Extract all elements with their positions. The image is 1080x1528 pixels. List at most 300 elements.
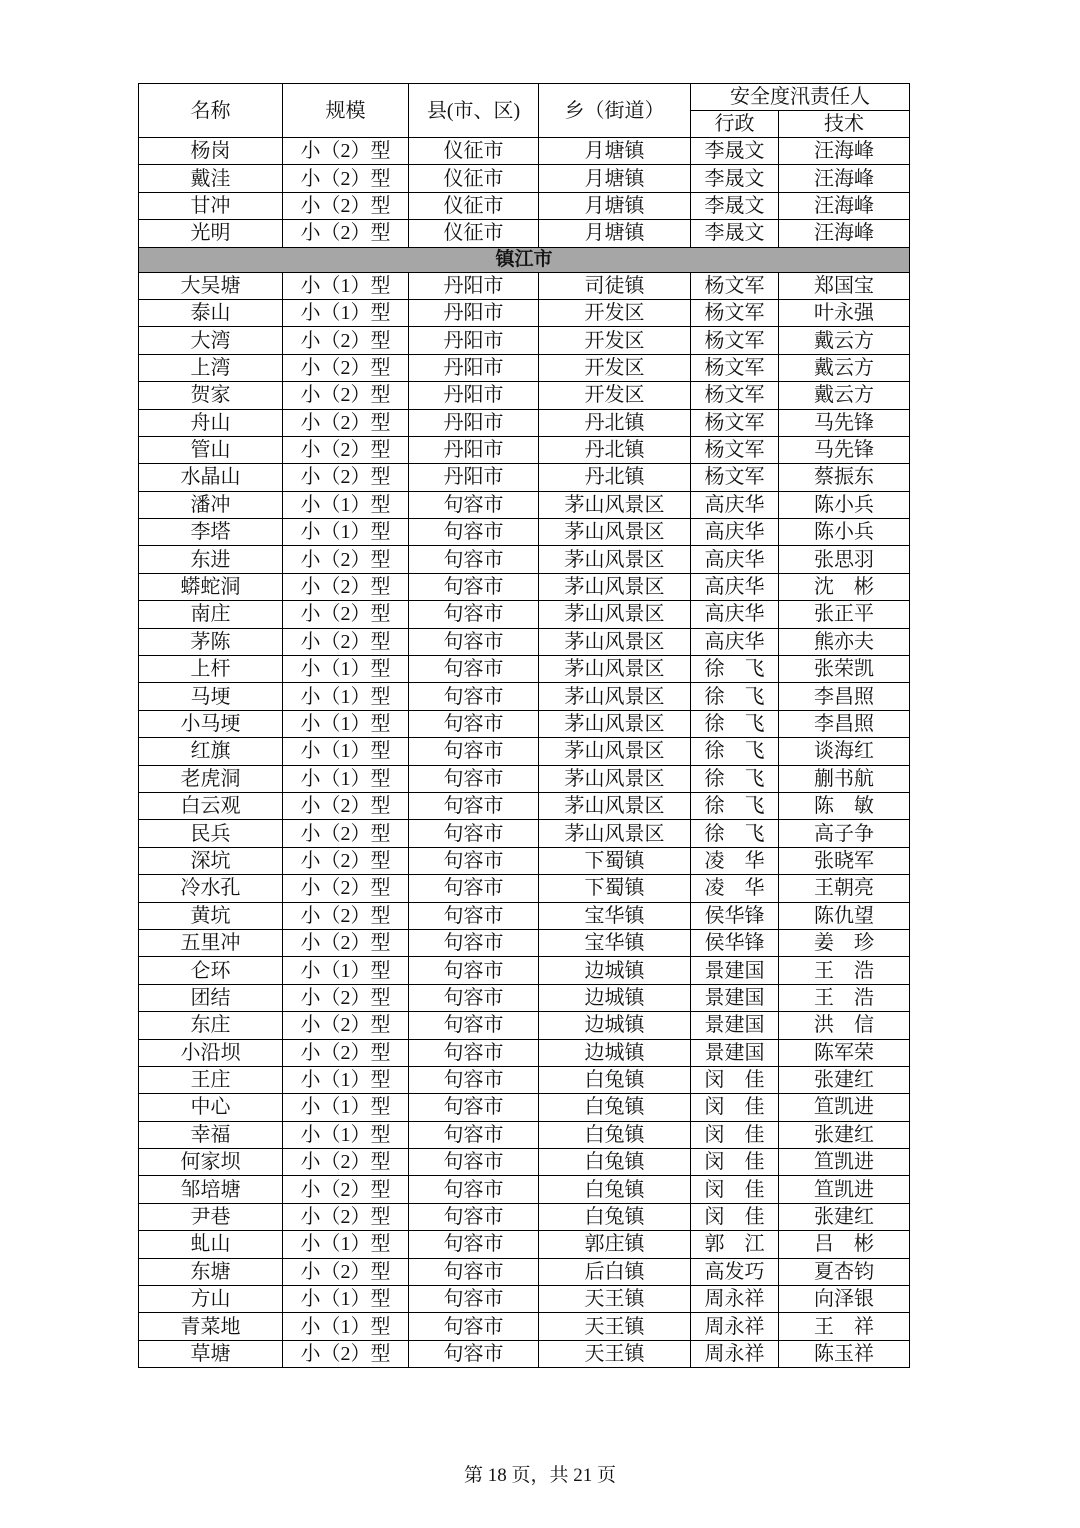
table-row bbox=[139, 628, 910, 655]
table-row bbox=[139, 1039, 910, 1066]
cell-scale: 小（2）型 bbox=[283, 601, 409, 628]
cell-county: 句容市 bbox=[409, 738, 539, 765]
cell-scale: 小（1）型 bbox=[283, 491, 409, 518]
cell-township: 白兔镇 bbox=[539, 1066, 691, 1093]
cell-tech: 陈小兵 bbox=[779, 491, 910, 518]
cell-township: 郭庄镇 bbox=[539, 1231, 691, 1258]
cell-tech: 王 祥 bbox=[779, 1313, 910, 1340]
cell-township: 茅山风景区 bbox=[539, 710, 691, 737]
cell-admin: 杨文军 bbox=[691, 409, 779, 436]
cell-name: 茅陈 bbox=[139, 628, 283, 655]
cell-scale: 小（2）型 bbox=[283, 628, 409, 655]
cell-tech: 汪海峰 bbox=[779, 165, 910, 192]
table-row bbox=[139, 984, 910, 1011]
cell-county: 句容市 bbox=[409, 1039, 539, 1066]
cell-county: 丹阳市 bbox=[409, 409, 539, 436]
cell-township: 茅山风景区 bbox=[539, 765, 691, 792]
cell-name: 泰山 bbox=[139, 299, 283, 326]
cell-tech: 王朝亮 bbox=[779, 875, 910, 902]
cell-township: 边城镇 bbox=[539, 984, 691, 1011]
table-row bbox=[139, 1066, 910, 1093]
cell-tech: 张荣凯 bbox=[779, 656, 910, 683]
cell-township: 茅山风景区 bbox=[539, 738, 691, 765]
cell-name: 中心 bbox=[139, 1094, 283, 1121]
reservoir-responsibility-table bbox=[138, 83, 910, 1368]
cell-admin: 杨文军 bbox=[691, 299, 779, 326]
cell-tech: 张建红 bbox=[779, 1121, 910, 1148]
cell-scale: 小（1）型 bbox=[283, 1313, 409, 1340]
cell-tech: 陈仇望 bbox=[779, 902, 910, 929]
cell-scale: 小（2）型 bbox=[283, 1012, 409, 1039]
table-row bbox=[139, 220, 910, 247]
cell-county: 句容市 bbox=[409, 1258, 539, 1285]
cell-scale: 小（2）型 bbox=[283, 573, 409, 600]
cell-scale: 小（1）型 bbox=[283, 738, 409, 765]
cell-township: 边城镇 bbox=[539, 957, 691, 984]
cell-township: 茅山风景区 bbox=[539, 573, 691, 600]
cell-name: 仑环 bbox=[139, 957, 283, 984]
cell-township: 月塘镇 bbox=[539, 220, 691, 247]
table-row bbox=[139, 847, 910, 874]
cell-township: 白兔镇 bbox=[539, 1094, 691, 1121]
header-responsible-group: 安全度汛责任人 bbox=[691, 84, 910, 111]
cell-scale: 小（2）型 bbox=[283, 792, 409, 819]
header-tech: 技术 bbox=[779, 111, 910, 138]
cell-name: 大吴塘 bbox=[139, 272, 283, 299]
cell-tech: 李昌照 bbox=[779, 710, 910, 737]
section-band-zhenjiang: 镇江市 bbox=[139, 247, 910, 272]
cell-township: 天王镇 bbox=[539, 1286, 691, 1313]
cell-county: 丹阳市 bbox=[409, 354, 539, 381]
cell-scale: 小（2）型 bbox=[283, 1176, 409, 1203]
header-admin: 行政 bbox=[691, 111, 779, 138]
cell-admin: 凌 华 bbox=[691, 847, 779, 874]
cell-name: 草塘 bbox=[139, 1340, 283, 1367]
table-row bbox=[139, 957, 910, 984]
cell-name: 蟒蛇洞 bbox=[139, 573, 283, 600]
cell-scale: 小（1）型 bbox=[283, 519, 409, 546]
cell-scale: 小（1）型 bbox=[283, 1094, 409, 1121]
cell-scale: 小（1）型 bbox=[283, 1121, 409, 1148]
cell-tech: 戴云方 bbox=[779, 354, 910, 381]
cell-scale: 小（2）型 bbox=[283, 1203, 409, 1230]
cell-name: 潘冲 bbox=[139, 491, 283, 518]
cell-township: 茅山风景区 bbox=[539, 519, 691, 546]
top-section-rows bbox=[139, 138, 910, 248]
cell-township: 白兔镇 bbox=[539, 1149, 691, 1176]
cell-admin: 郭 江 bbox=[691, 1231, 779, 1258]
cell-county: 句容市 bbox=[409, 573, 539, 600]
cell-township: 茅山风景区 bbox=[539, 820, 691, 847]
cell-name: 光明 bbox=[139, 220, 283, 247]
table-row bbox=[139, 327, 910, 354]
cell-tech: 沈 彬 bbox=[779, 573, 910, 600]
cell-name: 虬山 bbox=[139, 1231, 283, 1258]
cell-county: 句容市 bbox=[409, 1176, 539, 1203]
cell-township: 天王镇 bbox=[539, 1313, 691, 1340]
cell-scale: 小（2）型 bbox=[283, 327, 409, 354]
cell-scale: 小（2）型 bbox=[283, 1149, 409, 1176]
cell-township: 月塘镇 bbox=[539, 138, 691, 165]
cell-county: 仪征市 bbox=[409, 138, 539, 165]
cell-scale: 小（2）型 bbox=[283, 382, 409, 409]
cell-admin: 闵 佳 bbox=[691, 1149, 779, 1176]
cell-tech: 陈玉祥 bbox=[779, 1340, 910, 1367]
cell-admin: 高庆华 bbox=[691, 601, 779, 628]
cell-scale: 小（1）型 bbox=[283, 683, 409, 710]
cell-township: 月塘镇 bbox=[539, 192, 691, 219]
cell-county: 仪征市 bbox=[409, 165, 539, 192]
cell-scale: 小（2）型 bbox=[283, 929, 409, 956]
cell-admin: 徐 飞 bbox=[691, 710, 779, 737]
cell-admin: 李晟文 bbox=[691, 165, 779, 192]
cell-name: 王庄 bbox=[139, 1066, 283, 1093]
cell-township: 边城镇 bbox=[539, 1039, 691, 1066]
cell-county: 句容市 bbox=[409, 902, 539, 929]
cell-scale: 小（1）型 bbox=[283, 1231, 409, 1258]
cell-name: 五里冲 bbox=[139, 929, 283, 956]
cell-scale: 小（2）型 bbox=[283, 192, 409, 219]
cell-tech: 笪凯进 bbox=[779, 1176, 910, 1203]
cell-tech: 谈海红 bbox=[779, 738, 910, 765]
cell-tech: 张正平 bbox=[779, 601, 910, 628]
cell-admin: 凌 华 bbox=[691, 875, 779, 902]
cell-admin: 徐 飞 bbox=[691, 792, 779, 819]
page-footer: 第 18 页，共 21 页 bbox=[463, 1465, 616, 1486]
cell-name: 水晶山 bbox=[139, 464, 283, 491]
cell-admin: 周永祥 bbox=[691, 1286, 779, 1313]
table-row bbox=[139, 601, 910, 628]
table-row bbox=[139, 519, 910, 546]
cell-tech: 笪凯进 bbox=[779, 1094, 910, 1121]
cell-name: 上湾 bbox=[139, 354, 283, 381]
cell-township: 丹北镇 bbox=[539, 464, 691, 491]
cell-admin: 侯华锋 bbox=[691, 902, 779, 929]
cell-county: 句容市 bbox=[409, 656, 539, 683]
header-county: 县(市、区) bbox=[409, 84, 539, 138]
cell-tech: 郑国宝 bbox=[779, 272, 910, 299]
cell-county: 丹阳市 bbox=[409, 327, 539, 354]
cell-county: 句容市 bbox=[409, 519, 539, 546]
cell-county: 句容市 bbox=[409, 710, 539, 737]
cell-tech: 李昌照 bbox=[779, 683, 910, 710]
cell-tech: 戴云方 bbox=[779, 382, 910, 409]
cell-name: 甘冲 bbox=[139, 192, 283, 219]
cell-admin: 徐 飞 bbox=[691, 820, 779, 847]
cell-county: 丹阳市 bbox=[409, 464, 539, 491]
cell-county: 句容市 bbox=[409, 847, 539, 874]
cell-scale: 小（1）型 bbox=[283, 299, 409, 326]
table-row bbox=[139, 464, 910, 491]
cell-name: 小马埂 bbox=[139, 710, 283, 737]
cell-tech: 蔡振东 bbox=[779, 464, 910, 491]
cell-admin: 杨文军 bbox=[691, 382, 779, 409]
cell-name: 大湾 bbox=[139, 327, 283, 354]
table-row bbox=[139, 1286, 910, 1313]
cell-tech: 戴云方 bbox=[779, 327, 910, 354]
cell-name: 方山 bbox=[139, 1286, 283, 1313]
cell-county: 句容市 bbox=[409, 546, 539, 573]
cell-name: 幸福 bbox=[139, 1121, 283, 1148]
cell-admin: 徐 飞 bbox=[691, 656, 779, 683]
table-row bbox=[139, 902, 910, 929]
cell-admin: 景建国 bbox=[691, 957, 779, 984]
cell-township: 下蜀镇 bbox=[539, 847, 691, 874]
cell-county: 句容市 bbox=[409, 628, 539, 655]
cell-tech: 汪海峰 bbox=[779, 192, 910, 219]
cell-admin: 闵 佳 bbox=[691, 1203, 779, 1230]
table-row bbox=[139, 436, 910, 463]
cell-scale: 小（2）型 bbox=[283, 220, 409, 247]
cell-scale: 小（1）型 bbox=[283, 656, 409, 683]
cell-scale: 小（2）型 bbox=[283, 1258, 409, 1285]
cell-township: 下蜀镇 bbox=[539, 875, 691, 902]
cell-scale: 小（2）型 bbox=[283, 409, 409, 436]
cell-township: 月塘镇 bbox=[539, 165, 691, 192]
cell-scale: 小（2）型 bbox=[283, 138, 409, 165]
cell-admin: 徐 飞 bbox=[691, 683, 779, 710]
cell-township: 丹北镇 bbox=[539, 409, 691, 436]
cell-county: 丹阳市 bbox=[409, 299, 539, 326]
table-row bbox=[139, 929, 910, 956]
cell-admin: 闵 佳 bbox=[691, 1176, 779, 1203]
table-row bbox=[139, 1012, 910, 1039]
table-row bbox=[139, 354, 910, 381]
cell-township: 司徒镇 bbox=[539, 272, 691, 299]
cell-name: 老虎洞 bbox=[139, 765, 283, 792]
cell-admin: 高庆华 bbox=[691, 628, 779, 655]
cell-county: 句容市 bbox=[409, 929, 539, 956]
cell-scale: 小（2）型 bbox=[283, 847, 409, 874]
cell-township: 白兔镇 bbox=[539, 1203, 691, 1230]
cell-scale: 小（1）型 bbox=[283, 957, 409, 984]
cell-township: 后白镇 bbox=[539, 1258, 691, 1285]
cell-admin: 景建国 bbox=[691, 1012, 779, 1039]
cell-township: 边城镇 bbox=[539, 1012, 691, 1039]
cell-tech: 王 浩 bbox=[779, 984, 910, 1011]
section-band-row bbox=[139, 247, 910, 272]
cell-township: 白兔镇 bbox=[539, 1121, 691, 1148]
cell-admin: 杨文军 bbox=[691, 327, 779, 354]
cell-admin: 侯华锋 bbox=[691, 929, 779, 956]
cell-scale: 小（1）型 bbox=[283, 272, 409, 299]
cell-name: 戴洼 bbox=[139, 165, 283, 192]
cell-county: 句容市 bbox=[409, 765, 539, 792]
cell-county: 句容市 bbox=[409, 1094, 539, 1121]
cell-admin: 徐 飞 bbox=[691, 738, 779, 765]
cell-county: 句容市 bbox=[409, 984, 539, 1011]
cell-tech: 陈军荣 bbox=[779, 1039, 910, 1066]
cell-township: 茅山风景区 bbox=[539, 601, 691, 628]
header-name: 名称 bbox=[139, 84, 283, 138]
table-row bbox=[139, 491, 910, 518]
cell-admin: 闵 佳 bbox=[691, 1066, 779, 1093]
cell-name: 东塘 bbox=[139, 1258, 283, 1285]
cell-admin: 高庆华 bbox=[691, 573, 779, 600]
cell-county: 句容市 bbox=[409, 1066, 539, 1093]
table-row bbox=[139, 792, 910, 819]
table-row bbox=[139, 765, 910, 792]
cell-tech: 洪 信 bbox=[779, 1012, 910, 1039]
table-row bbox=[139, 710, 910, 737]
cell-scale: 小（2）型 bbox=[283, 464, 409, 491]
cell-scale: 小（2）型 bbox=[283, 436, 409, 463]
cell-tech: 姜 珍 bbox=[779, 929, 910, 956]
cell-name: 青菜地 bbox=[139, 1313, 283, 1340]
cell-township: 茅山风景区 bbox=[539, 491, 691, 518]
cell-county: 仪征市 bbox=[409, 220, 539, 247]
cell-county: 句容市 bbox=[409, 491, 539, 518]
cell-scale: 小（2）型 bbox=[283, 354, 409, 381]
cell-scale: 小（2）型 bbox=[283, 1039, 409, 1066]
cell-admin: 李晟文 bbox=[691, 220, 779, 247]
cell-county: 丹阳市 bbox=[409, 272, 539, 299]
cell-admin: 周永祥 bbox=[691, 1340, 779, 1367]
table-row bbox=[139, 656, 910, 683]
cell-county: 仪征市 bbox=[409, 192, 539, 219]
cell-admin: 杨文军 bbox=[691, 436, 779, 463]
cell-tech: 汪海峰 bbox=[779, 220, 910, 247]
cell-tech: 笪凯进 bbox=[779, 1149, 910, 1176]
cell-tech: 叶永强 bbox=[779, 299, 910, 326]
cell-township: 茅山风景区 bbox=[539, 546, 691, 573]
cell-township: 丹北镇 bbox=[539, 436, 691, 463]
cell-tech: 向泽银 bbox=[779, 1286, 910, 1313]
cell-name: 杨岗 bbox=[139, 138, 283, 165]
cell-township: 茅山风景区 bbox=[539, 792, 691, 819]
cell-name: 民兵 bbox=[139, 820, 283, 847]
cell-township: 天王镇 bbox=[539, 1340, 691, 1367]
cell-name: 冷水孔 bbox=[139, 875, 283, 902]
cell-tech: 吕 彬 bbox=[779, 1231, 910, 1258]
cell-name: 黄坑 bbox=[139, 902, 283, 929]
cell-county: 丹阳市 bbox=[409, 436, 539, 463]
table-row bbox=[139, 192, 910, 219]
cell-name: 红旗 bbox=[139, 738, 283, 765]
cell-scale: 小（1）型 bbox=[283, 710, 409, 737]
cell-admin: 周永祥 bbox=[691, 1313, 779, 1340]
table-row bbox=[139, 409, 910, 436]
table-row bbox=[139, 1149, 910, 1176]
cell-scale: 小（2）型 bbox=[283, 984, 409, 1011]
cell-admin: 李晟文 bbox=[691, 192, 779, 219]
cell-county: 句容市 bbox=[409, 820, 539, 847]
cell-admin: 景建国 bbox=[691, 1039, 779, 1066]
cell-name: 李塔 bbox=[139, 519, 283, 546]
cell-admin: 杨文军 bbox=[691, 354, 779, 381]
table-row bbox=[139, 382, 910, 409]
cell-tech: 张晓军 bbox=[779, 847, 910, 874]
table-row bbox=[139, 1231, 910, 1258]
header-township: 乡（街道） bbox=[539, 84, 691, 138]
cell-admin: 高庆华 bbox=[691, 519, 779, 546]
table-row bbox=[139, 573, 910, 600]
cell-scale: 小（1）型 bbox=[283, 1286, 409, 1313]
cell-admin: 高庆华 bbox=[691, 491, 779, 518]
cell-county: 句容市 bbox=[409, 1012, 539, 1039]
table-row bbox=[139, 1313, 910, 1340]
cell-name: 管山 bbox=[139, 436, 283, 463]
table-row bbox=[139, 1176, 910, 1203]
cell-tech: 张建红 bbox=[779, 1203, 910, 1230]
cell-township: 开发区 bbox=[539, 354, 691, 381]
cell-scale: 小（2）型 bbox=[283, 820, 409, 847]
cell-admin: 徐 飞 bbox=[691, 765, 779, 792]
cell-scale: 小（2）型 bbox=[283, 546, 409, 573]
cell-tech: 汪海峰 bbox=[779, 138, 910, 165]
cell-township: 宝华镇 bbox=[539, 929, 691, 956]
cell-admin: 杨文军 bbox=[691, 464, 779, 491]
cell-scale: 小（2）型 bbox=[283, 875, 409, 902]
cell-scale: 小（2）型 bbox=[283, 1340, 409, 1367]
table-row bbox=[139, 299, 910, 326]
cell-tech: 高子争 bbox=[779, 820, 910, 847]
cell-name: 邹培塘 bbox=[139, 1176, 283, 1203]
cell-admin: 李晟文 bbox=[691, 138, 779, 165]
cell-name: 小沿坝 bbox=[139, 1039, 283, 1066]
cell-tech: 陈小兵 bbox=[779, 519, 910, 546]
cell-tech: 蒯书航 bbox=[779, 765, 910, 792]
cell-township: 茅山风景区 bbox=[539, 656, 691, 683]
cell-tech: 马先锋 bbox=[779, 436, 910, 463]
table-row bbox=[139, 1258, 910, 1285]
cell-county: 句容市 bbox=[409, 1121, 539, 1148]
cell-tech: 夏杏钧 bbox=[779, 1258, 910, 1285]
cell-township: 茅山风景区 bbox=[539, 683, 691, 710]
table-row bbox=[139, 1203, 910, 1230]
cell-county: 句容市 bbox=[409, 601, 539, 628]
cell-tech: 熊亦夫 bbox=[779, 628, 910, 655]
table-row bbox=[139, 165, 910, 192]
cell-tech: 张思羽 bbox=[779, 546, 910, 573]
cell-admin: 高发巧 bbox=[691, 1258, 779, 1285]
cell-county: 句容市 bbox=[409, 875, 539, 902]
cell-township: 开发区 bbox=[539, 327, 691, 354]
table-row bbox=[139, 1121, 910, 1148]
table-row bbox=[139, 546, 910, 573]
cell-name: 团结 bbox=[139, 984, 283, 1011]
cell-county: 句容市 bbox=[409, 1313, 539, 1340]
cell-name: 何家坝 bbox=[139, 1149, 283, 1176]
cell-county: 句容市 bbox=[409, 1203, 539, 1230]
cell-township: 开发区 bbox=[539, 382, 691, 409]
cell-county: 句容市 bbox=[409, 683, 539, 710]
table-row bbox=[139, 683, 910, 710]
cell-county: 句容市 bbox=[409, 1286, 539, 1313]
cell-scale: 小（1）型 bbox=[283, 765, 409, 792]
table-row bbox=[139, 272, 910, 299]
table-row bbox=[139, 738, 910, 765]
header-scale: 规模 bbox=[283, 84, 409, 138]
cell-admin: 景建国 bbox=[691, 984, 779, 1011]
table-row bbox=[139, 138, 910, 165]
cell-name: 深坑 bbox=[139, 847, 283, 874]
cell-name: 上杆 bbox=[139, 656, 283, 683]
cell-township: 茅山风景区 bbox=[539, 628, 691, 655]
cell-scale: 小（1）型 bbox=[283, 1066, 409, 1093]
cell-township: 白兔镇 bbox=[539, 1176, 691, 1203]
cell-township: 开发区 bbox=[539, 299, 691, 326]
cell-county: 句容市 bbox=[409, 957, 539, 984]
cell-name: 贺家 bbox=[139, 382, 283, 409]
cell-admin: 闵 佳 bbox=[691, 1121, 779, 1148]
cell-admin: 杨文军 bbox=[691, 272, 779, 299]
table-row bbox=[139, 1340, 910, 1367]
cell-scale: 小（2）型 bbox=[283, 902, 409, 929]
cell-name: 尹巷 bbox=[139, 1203, 283, 1230]
cell-name: 马埂 bbox=[139, 683, 283, 710]
cell-tech: 陈 敏 bbox=[779, 792, 910, 819]
